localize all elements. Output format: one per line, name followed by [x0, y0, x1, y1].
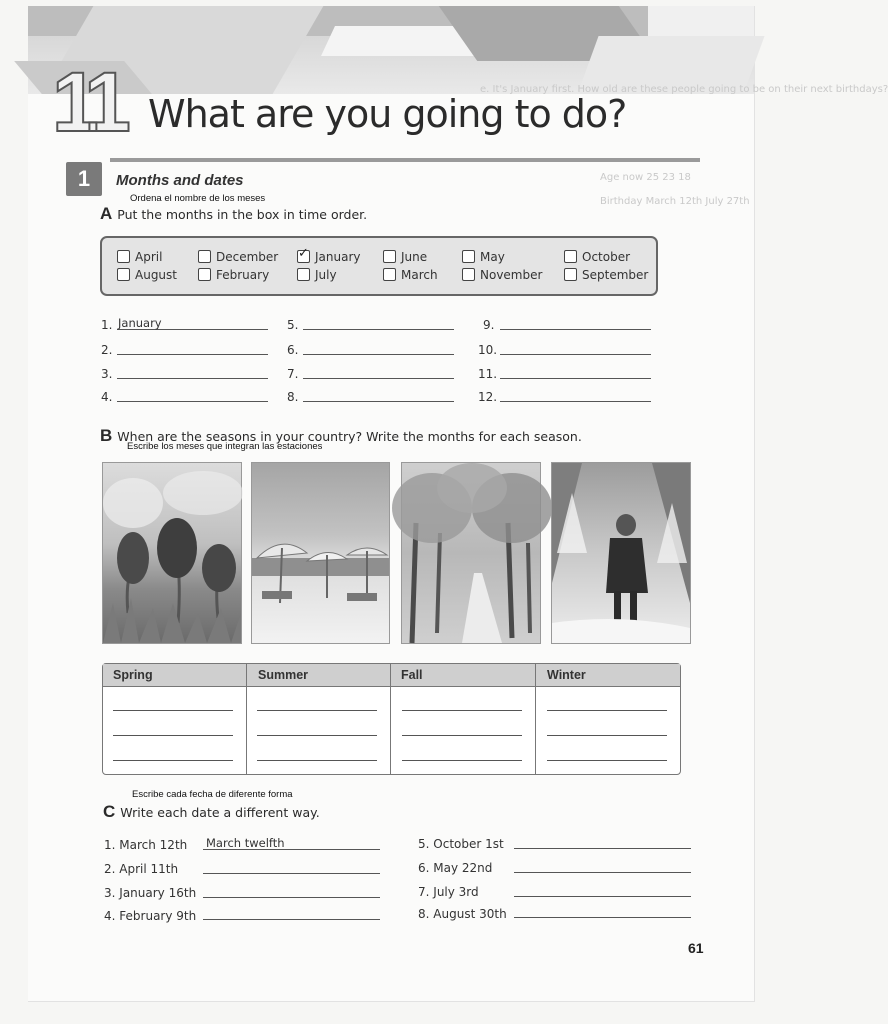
word-box-item[interactable]: December — [198, 250, 278, 264]
date-item: 2. April 11th — [104, 862, 179, 876]
date-item: 5. October 1st — [418, 837, 504, 851]
answer-line[interactable] — [303, 329, 454, 330]
answer-number: 8. — [287, 390, 299, 404]
answer-number: 7. — [287, 367, 299, 381]
part-a-instruction-text: Put the months in the box in time order. — [117, 207, 368, 222]
season-line[interactable] — [402, 710, 522, 711]
word-box-item[interactable]: March — [383, 268, 438, 282]
checkbox[interactable] — [462, 250, 475, 263]
word-box-item[interactable]: February — [198, 268, 269, 282]
season-line[interactable] — [547, 735, 667, 736]
word-box-item[interactable]: October — [564, 250, 630, 264]
checkbox[interactable] — [117, 268, 130, 281]
part-c-instruction — [103, 802, 320, 822]
column-divider — [535, 664, 536, 774]
season-line[interactable] — [547, 760, 667, 761]
note-order-months: Ordena el nombre de los meses — [130, 193, 266, 204]
season-header-spring: Spring — [113, 668, 153, 682]
word-box-item[interactable]: June — [383, 250, 427, 264]
date-answer-line[interactable] — [514, 917, 691, 918]
answer-number: 1. — [101, 318, 113, 332]
date-item: 7. July 3rd — [418, 885, 479, 899]
part-c-instruction-text: Write each date a different way. — [120, 805, 320, 820]
word-box-item[interactable]: ✓January — [297, 250, 361, 264]
date-item: 3. January 16th — [104, 886, 197, 900]
checkbox[interactable] — [564, 250, 577, 263]
answer-line[interactable] — [500, 354, 651, 355]
season-line[interactable] — [113, 760, 233, 761]
fall-trees-photo — [401, 462, 541, 644]
checkbox[interactable] — [198, 268, 211, 281]
seasons-table-header — [103, 664, 680, 686]
answer-number: 3. — [101, 367, 113, 381]
section-title: Months and dates — [116, 172, 244, 189]
part-a-letter: A — [100, 204, 113, 223]
part-c-letter: C — [103, 802, 116, 821]
answer-line[interactable] — [303, 354, 454, 355]
season-line[interactable] — [113, 735, 233, 736]
date-answer-line[interactable] — [203, 897, 380, 898]
answer-line[interactable] — [303, 378, 454, 379]
checkbox-checked[interactable] — [297, 250, 310, 263]
word-box-item[interactable]: April — [117, 250, 162, 264]
answer-line[interactable] — [117, 378, 268, 379]
season-header-summer: Summer — [258, 668, 309, 682]
section-number-badge: 1 — [66, 162, 102, 196]
beach-umbrellas-illustration — [252, 463, 389, 643]
date-answer-line[interactable] — [514, 896, 691, 897]
date-answer-line[interactable] — [514, 848, 691, 849]
answer-number: 2. — [101, 343, 113, 357]
date-item: 8. August 30th — [418, 907, 507, 921]
season-header-fall: Fall — [401, 668, 423, 682]
header-divider — [103, 686, 680, 687]
title-rule — [110, 158, 700, 162]
season-line[interactable] — [402, 735, 522, 736]
season-line[interactable] — [547, 710, 667, 711]
date-item: 6. May 22nd — [418, 861, 493, 875]
note-date-forms: Escribe cada fecha de diferente forma — [132, 789, 293, 800]
spring-tulips-photo — [102, 462, 242, 644]
season-line[interactable] — [113, 710, 233, 711]
answer-number: 10. — [478, 343, 498, 357]
checkbox[interactable] — [383, 268, 396, 281]
date-answer-line[interactable] — [203, 919, 380, 920]
date-item: 4. February 9th — [104, 909, 197, 923]
bleed-through-text: e. It's January first. How old are these people going to be on their next birthdays? — [480, 84, 888, 95]
answer-number: 5. — [287, 318, 299, 332]
tulips-illustration — [103, 463, 241, 643]
unit-number: 11 — [52, 55, 121, 149]
date-answer-line[interactable] — [514, 872, 691, 873]
month-word-box — [100, 236, 658, 296]
season-line[interactable] — [257, 710, 377, 711]
word-box-item[interactable]: May — [462, 250, 505, 264]
column-divider — [390, 664, 391, 774]
word-box-item[interactable]: July — [297, 268, 337, 282]
answer-number: 11. — [478, 367, 498, 381]
part-b-instruction-text: When are the seasons in your country? Write the months for each season. — [117, 429, 582, 444]
season-line[interactable] — [257, 760, 377, 761]
answer-line[interactable] — [500, 378, 651, 379]
checkbox[interactable] — [462, 268, 475, 281]
season-line[interactable] — [257, 735, 377, 736]
checkbox[interactable] — [564, 268, 577, 281]
date-answer-value: March twelfth — [206, 836, 285, 850]
checkbox[interactable] — [297, 268, 310, 281]
part-a-instruction — [100, 204, 367, 224]
checkbox[interactable] — [117, 250, 130, 263]
word-box-item[interactable]: August — [117, 268, 177, 282]
page-title: What are you going to do? — [148, 92, 627, 136]
season-header-winter: Winter — [547, 668, 586, 682]
answer-value: January — [118, 316, 162, 330]
winter-snow-photo — [551, 462, 691, 644]
part-b-letter: B — [100, 426, 113, 445]
column-divider — [246, 664, 247, 774]
answer-number: 6. — [287, 343, 299, 357]
date-item: 1. March 12th — [104, 838, 188, 852]
answer-number: 4. — [101, 390, 113, 404]
answer-line[interactable] — [303, 401, 454, 402]
checkbox[interactable] — [383, 250, 396, 263]
date-answer-line[interactable] — [203, 873, 380, 874]
summer-beach-photo — [251, 462, 390, 644]
header-banner — [28, 6, 754, 94]
answer-line[interactable] — [117, 354, 268, 355]
answer-line[interactable] — [117, 401, 268, 402]
checkbox[interactable] — [198, 250, 211, 263]
bleed-through-text: Age now 25 23 18 — [600, 172, 691, 183]
answer-line[interactable] — [500, 401, 651, 402]
bleed-through-text: Birthday March 12th July 27th — [600, 196, 750, 207]
seasons-table — [102, 663, 681, 775]
word-box-item[interactable]: September — [564, 268, 648, 282]
autumn-trees-illustration — [402, 463, 540, 643]
note-seasons-months: Escribe los meses que integran las estaciones — [127, 441, 323, 452]
season-line[interactable] — [402, 760, 522, 761]
answer-line[interactable] — [500, 329, 651, 330]
answer-number: 12. — [478, 390, 498, 404]
answer-number: 9. — [483, 318, 495, 332]
snowy-walker-illustration — [552, 463, 690, 643]
word-box-item[interactable]: November — [462, 268, 542, 282]
page-number: 61 — [688, 940, 704, 956]
